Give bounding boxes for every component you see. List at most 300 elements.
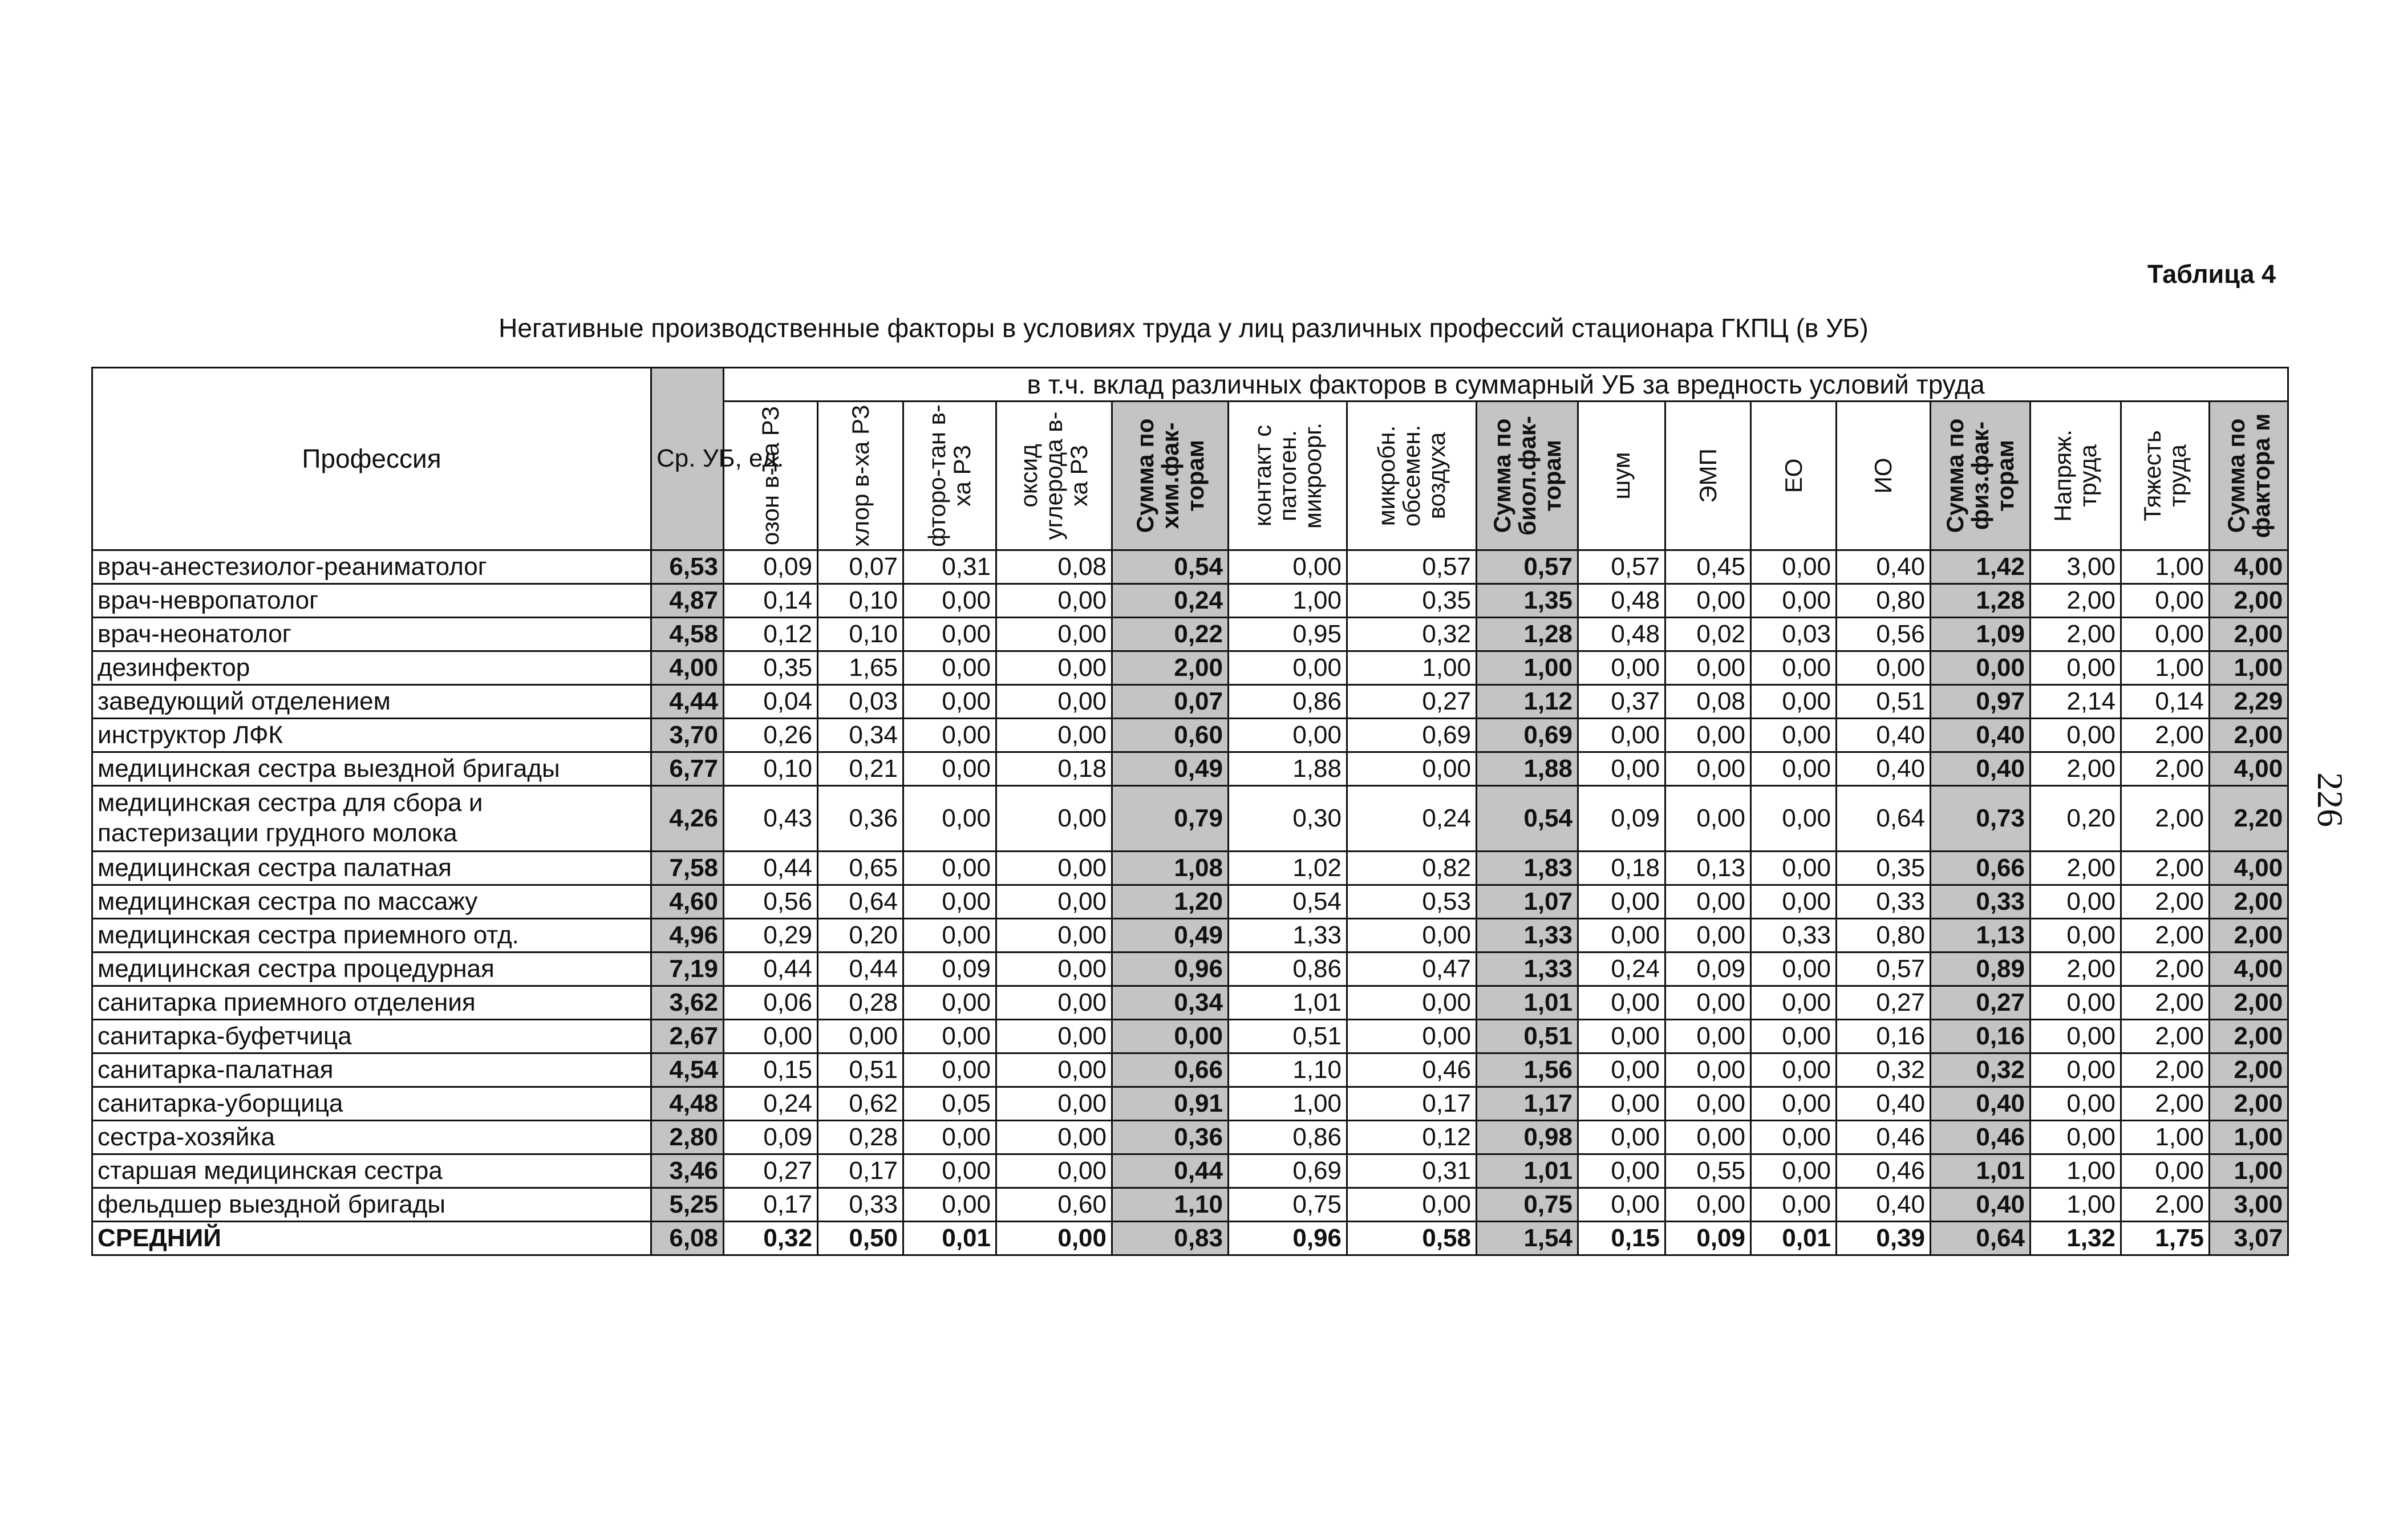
avg-ub-cell: 4,96 [651,919,724,953]
value-cell: 0,40 [1837,1087,1931,1121]
header-air-contamination: микробн. обсемен. воздуха [1347,402,1477,550]
profession-cell: медицинская сестра процедурная [92,953,651,986]
sum-cell: 0,40 [1931,719,2031,752]
value-cell: 0,05 [903,1087,996,1121]
sum-cell: 2,29 [2210,685,2288,719]
value-cell: 0,57 [1347,550,1477,584]
value-cell: 0,00 [1229,550,1347,584]
value-cell: 0,17 [818,1154,903,1188]
value-cell: 0,00 [996,852,1112,885]
value-cell: 0,46 [1837,1121,1931,1154]
avg-ub-cell: 4,00 [651,651,724,685]
value-cell: 0,00 [903,752,996,786]
profession-cell: фельдшер выездной бригады [92,1188,651,1222]
value-cell: 0,10 [724,752,818,786]
value-cell: 1,00 [2031,1188,2121,1222]
sum-cell: 1,42 [1931,550,2031,584]
profession-cell: медицинская сестра палатная [92,852,651,885]
value-cell: 0,00 [996,786,1112,852]
sum-cell: 0,32 [1931,1053,2031,1087]
value-cell: 0,14 [724,584,818,618]
sum-cell: 0,54 [1112,550,1229,584]
sum-cell: 1,88 [1477,752,1578,786]
value-cell: 0,24 [1578,953,1665,986]
header-bio-sum: Сумма по биол.фак-торам [1477,402,1578,550]
avg-ub-cell: 6,53 [651,550,724,584]
sum-cell: 1,13 [1931,919,2031,953]
table-row [92,953,2288,986]
sum-cell: 0,33 [1931,885,2031,919]
sum-cell: 1,28 [1931,584,2031,618]
value-cell: 0,28 [818,986,903,1020]
value-cell: 0,48 [1578,584,1665,618]
value-cell: 0,45 [1665,550,1751,584]
sum-cell: 2,00 [2210,986,2288,1020]
avg-ub-cell: 4,60 [651,885,724,919]
value-cell: 0,00 [1578,1020,1665,1053]
profession-cell: санитарка приемного отделения [92,986,651,1020]
value-cell: 0,00 [1751,651,1837,685]
value-cell: 2,00 [2121,1087,2210,1121]
value-cell: 0,00 [1578,885,1665,919]
value-cell: 0,00 [1578,1188,1665,1222]
table-row [92,1188,2288,1222]
profession-cell: врач-неонатолог [92,618,651,651]
value-cell: 0,00 [1837,651,1931,685]
value-cell: 0,33 [818,1188,903,1222]
sum-cell: 1,01 [1477,986,1578,1020]
value-cell: 0,46 [1837,1154,1931,1188]
value-cell: 0,55 [1665,1154,1751,1188]
value-cell: 0,80 [1837,919,1931,953]
profession-cell: заведующий отделением [92,685,651,719]
value-cell: 0,00 [1578,919,1665,953]
sum-cell: 0,07 [1112,685,1229,719]
sum-cell: 0,91 [1112,1087,1229,1121]
factors-table [91,367,2289,1256]
value-cell: 0,31 [1347,1154,1477,1188]
sum-cell: 1,20 [1112,885,1229,919]
value-cell: 0,12 [724,618,818,651]
value-cell: 0,09 [724,1121,818,1154]
value-cell: 0,00 [1751,786,1837,852]
value-cell: 0,57 [1578,550,1665,584]
header-fluorotane: фторо-тан в-ха РЗ [903,402,996,550]
sum-cell: 1,33 [1477,953,1578,986]
table-row [92,1053,2288,1087]
value-cell: 0,32 [1837,1053,1931,1087]
value-cell: 0,00 [1578,1121,1665,1154]
header-ozone: озон в-ха РЗ [724,402,818,550]
sum-cell: 1,35 [1477,584,1578,618]
sum-cell: 0,34 [1112,986,1229,1020]
value-cell: 1,00 [2121,651,2210,685]
value-cell: 2,00 [2121,986,2210,1020]
sum-cell: 3,00 [2210,1188,2288,1222]
value-cell: 0,00 [996,584,1112,618]
avg-ub-cell: 4,48 [651,1087,724,1121]
table-label: Таблица 4 [2147,260,2276,289]
value-cell: 0,00 [1751,852,1837,885]
value-cell: 0,40 [1837,550,1931,584]
value-cell: 0,10 [818,618,903,651]
table-body [92,550,2288,1255]
value-cell: 0,80 [1837,584,1931,618]
value-cell: 1,00 [1229,1087,1347,1121]
value-cell: 2,00 [2121,919,2210,953]
sum-cell: 0,98 [1477,1121,1578,1154]
avg-ub-cell: 2,80 [651,1121,724,1154]
sum-cell: 0,60 [1112,719,1229,752]
table-row [92,919,2288,953]
value-cell: 0,00 [1578,752,1665,786]
table-row [92,550,2288,584]
value-cell: 0,18 [1578,852,1665,885]
value-cell: 0,09 [1665,1222,1751,1255]
value-cell: 0,56 [724,885,818,919]
value-cell: 0,00 [903,919,996,953]
value-cell: 0,00 [1578,1087,1665,1121]
value-cell: 0,00 [1751,885,1837,919]
sum-cell: 1,56 [1477,1053,1578,1087]
value-cell: 2,00 [2121,953,2210,986]
sum-cell: 0,40 [1931,1087,2031,1121]
sum-cell: 1,28 [1477,618,1578,651]
value-cell: 0,00 [1578,986,1665,1020]
value-cell: 2,00 [2031,953,2121,986]
profession-cell: медицинская сестра выездной бригады [92,752,651,786]
value-cell: 0,26 [724,719,818,752]
value-cell: 0,28 [818,1121,903,1154]
sum-cell: 0,75 [1477,1188,1578,1222]
value-cell: 0,00 [903,852,996,885]
sum-cell: 2,00 [1112,651,1229,685]
value-cell: 0,00 [903,786,996,852]
value-cell: 0,00 [996,1020,1112,1053]
value-cell: 0,09 [903,953,996,986]
value-cell: 2,00 [2121,786,2210,852]
value-cell: 0,00 [1751,584,1837,618]
value-cell: 0,00 [1347,1188,1477,1222]
value-cell: 0,32 [1347,618,1477,651]
profession-cell: медицинская сестра приемного отд. [92,919,651,953]
value-cell: 0,82 [1347,852,1477,885]
header-phys-sum: Сумма по физ.фак-торам [1931,402,2031,550]
value-cell: 0,00 [1665,584,1751,618]
avg-ub-cell: 7,19 [651,953,724,986]
value-cell: 0,62 [818,1087,903,1121]
header-noise: шум [1578,402,1665,550]
avg-ub-cell: 3,46 [651,1154,724,1188]
value-cell: 0,64 [818,885,903,919]
value-cell: 1,65 [818,651,903,685]
value-cell: 0,20 [818,919,903,953]
value-cell: 0,58 [1347,1222,1477,1255]
value-cell: 0,04 [724,685,818,719]
value-cell: 0,57 [1837,953,1931,986]
value-cell: 0,51 [1837,685,1931,719]
sum-cell: 0,40 [1931,752,2031,786]
value-cell: 2,00 [2031,618,2121,651]
value-cell: 0,00 [996,1053,1112,1087]
profession-cell: медицинская сестра по массажу [92,885,651,919]
value-cell: 0,00 [903,618,996,651]
value-cell: 0,00 [1665,986,1751,1020]
value-cell: 0,69 [1347,719,1477,752]
value-cell: 0,54 [1229,885,1347,919]
sum-cell: 0,00 [1931,651,2031,685]
sum-cell: 2,00 [2210,1053,2288,1087]
table-row [92,786,2288,852]
value-cell: 0,08 [996,550,1112,584]
profession-cell: старшая медицинская сестра [92,1154,651,1188]
header-pathogen-contact: контакт с патоген. микроорг. [1229,402,1347,550]
value-cell: 0,00 [2031,1053,2121,1087]
sum-cell: 2,20 [2210,786,2288,852]
value-cell: 0,00 [996,685,1112,719]
avg-ub-cell: 4,58 [651,618,724,651]
sum-cell: 0,40 [1931,1188,2031,1222]
value-cell: 0,00 [818,1020,903,1053]
value-cell: 2,00 [2121,1053,2210,1087]
value-cell: 0,50 [818,1222,903,1255]
sum-cell: 1,00 [2210,1121,2288,1154]
value-cell: 0,00 [996,1121,1112,1154]
value-cell: 0,00 [1665,786,1751,852]
value-cell: 0,24 [724,1087,818,1121]
value-cell: 0,47 [1347,953,1477,986]
sum-cell: 2,00 [2210,919,2288,953]
value-cell: 0,00 [996,1087,1112,1121]
table-row [92,1154,2288,1188]
avg-ub-cell: 4,87 [651,584,724,618]
value-cell: 0,00 [996,953,1112,986]
value-cell: 0,03 [818,685,903,719]
sum-cell: 0,44 [1112,1154,1229,1188]
sum-cell: 2,00 [2210,719,2288,752]
value-cell: 0,00 [1665,1053,1751,1087]
value-cell: 2,00 [2121,719,2210,752]
value-cell: 1,88 [1229,752,1347,786]
table-row [92,618,2288,651]
value-cell: 0,00 [724,1020,818,1053]
sum-cell: 1,00 [2210,1154,2288,1188]
sum-cell: 0,89 [1931,953,2031,986]
header-profession: Профессия [92,368,651,550]
sum-cell: 1,01 [1477,1154,1578,1188]
value-cell: 0,00 [996,719,1112,752]
value-cell: 0,00 [903,719,996,752]
table-row [92,986,2288,1020]
value-cell: 2,00 [2121,1020,2210,1053]
value-cell: 0,00 [1578,1053,1665,1087]
value-cell: 0,00 [1751,1154,1837,1188]
value-cell: 0,32 [724,1222,818,1255]
value-cell: 0,00 [1751,685,1837,719]
value-cell: 1,00 [2121,1121,2210,1154]
header-total-sum: Сумма по фактора м [2210,402,2288,550]
value-cell: 0,86 [1229,953,1347,986]
value-cell: 0,00 [1578,1154,1665,1188]
value-cell: 0,21 [818,752,903,786]
value-cell: 0,46 [1347,1053,1477,1087]
value-cell: 0,64 [1837,786,1931,852]
sum-cell: 1,83 [1477,852,1578,885]
sum-cell: 2,00 [2210,584,2288,618]
value-cell: 0,44 [724,852,818,885]
value-cell: 0,00 [1665,1020,1751,1053]
value-cell: 0,00 [1665,1188,1751,1222]
sum-cell: 0,46 [1931,1121,2031,1154]
value-cell: 0,00 [996,1154,1112,1188]
value-cell: 0,27 [1347,685,1477,719]
header-natural-light: ЕО [1751,402,1837,550]
value-cell: 0,00 [1665,719,1751,752]
value-cell: 0,00 [903,1121,996,1154]
value-cell: 2,14 [2031,685,2121,719]
value-cell: 0,17 [1347,1087,1477,1121]
value-cell: 0,95 [1229,618,1347,651]
value-cell: 0,51 [818,1053,903,1087]
value-cell: 0,00 [1347,919,1477,953]
value-cell: 0,00 [2031,1087,2121,1121]
sum-cell: 0,66 [1931,852,2031,885]
value-cell: 0,44 [724,953,818,986]
value-cell: 0,00 [1665,752,1751,786]
value-cell: 0,00 [2031,919,2121,953]
value-cell: 0,00 [1578,719,1665,752]
value-cell: 0,24 [1347,786,1477,852]
value-cell: 0,00 [1665,1121,1751,1154]
value-cell: 0,00 [1751,1020,1837,1053]
sum-cell: 0,54 [1477,786,1578,852]
header-avg-ub: Ср. УБ, ед. [651,368,724,550]
value-cell: 0,40 [1837,752,1931,786]
table-row [92,584,2288,618]
value-cell: 0,69 [1229,1154,1347,1188]
value-cell: 0,00 [996,986,1112,1020]
header-carbon-monoxide: оксид углерода в-ха РЗ [996,402,1112,550]
avg-ub-cell: 4,54 [651,1053,724,1087]
table-row [92,852,2288,885]
value-cell: 0,00 [903,685,996,719]
sum-cell: 0,64 [1931,1222,2031,1255]
value-cell: 0,14 [2121,685,2210,719]
value-cell: 0,30 [1229,786,1347,852]
value-cell: 0,00 [1751,1053,1837,1087]
sum-cell: 1,01 [1931,1154,2031,1188]
header-emf: ЭМП [1665,402,1751,550]
average-row [92,1222,2288,1255]
table-row [92,719,2288,752]
value-cell: 0,00 [1229,651,1347,685]
value-cell: 0,35 [1347,584,1477,618]
value-cell: 0,53 [1347,885,1477,919]
sum-cell: 0,49 [1112,752,1229,786]
sum-cell: 1,07 [1477,885,1578,919]
profession-cell: санитарка-палатная [92,1053,651,1087]
value-cell: 0,96 [1229,1222,1347,1255]
sum-cell: 2,00 [2210,885,2288,919]
value-cell: 0,06 [724,986,818,1020]
header-chem-sum: Сумма по хим.фак-торам [1112,402,1229,550]
profession-cell: СРЕДНИЙ [92,1222,651,1255]
table-row [92,1087,2288,1121]
value-cell: 0,00 [1665,1087,1751,1121]
value-cell: 0,33 [1751,919,1837,953]
value-cell: 0,01 [1751,1222,1837,1255]
value-cell: 0,00 [1347,752,1477,786]
value-cell: 0,00 [1347,986,1477,1020]
avg-ub-cell: 3,62 [651,986,724,1020]
profession-cell: врач-невропатолог [92,584,651,618]
value-cell: 0,00 [903,885,996,919]
avg-ub-cell: 4,44 [651,685,724,719]
profession-cell: санитарка-буфетчица [92,1020,651,1053]
value-cell: 0,43 [724,786,818,852]
value-cell: 0,00 [903,1154,996,1188]
value-cell: 0,00 [1751,719,1837,752]
sum-cell: 1,00 [1477,651,1578,685]
value-cell: 0,00 [903,651,996,685]
profession-cell: санитарка-уборщица [92,1087,651,1121]
value-cell: 0,07 [818,550,903,584]
value-cell: 0,86 [1229,1121,1347,1154]
value-cell: 1,75 [2121,1222,2210,1255]
value-cell: 0,16 [1837,1020,1931,1053]
sum-cell: 0,79 [1112,786,1229,852]
sum-cell: 1,54 [1477,1222,1578,1255]
sum-cell: 4,00 [2210,852,2288,885]
sum-cell: 0,97 [1931,685,2031,719]
value-cell: 1,01 [1229,986,1347,1020]
value-cell: 0,03 [1751,618,1837,651]
sum-cell: 1,10 [1112,1188,1229,1222]
sum-cell: 2,00 [2210,1087,2288,1121]
value-cell: 0,00 [903,1020,996,1053]
value-cell: 0,00 [1751,953,1837,986]
table-row [92,885,2288,919]
value-cell: 1,00 [2031,1154,2121,1188]
value-cell: 2,00 [2121,752,2210,786]
sum-cell: 1,12 [1477,685,1578,719]
value-cell: 2,00 [2031,752,2121,786]
value-cell: 1,00 [2121,550,2210,584]
sum-cell: 0,73 [1931,786,2031,852]
sum-cell: 0,57 [1477,550,1578,584]
header-chlorine: хлор в-ха РЗ [818,402,903,550]
profession-cell: сестра-хозяйка [92,1121,651,1154]
value-cell: 0,35 [1837,852,1931,885]
value-cell: 1,10 [1229,1053,1347,1087]
profession-cell: врач-анестезиолог-реаниматолог [92,550,651,584]
value-cell: 0,39 [1837,1222,1931,1255]
table-caption: Негативные производственные факторы в условиях труда у лиц различных профессий стационара ГКПЦ (в УБ) [499,313,1869,343]
header-factor-group: в т.ч. вклад различных факторов в суммарный УБ за вредность условий труда [724,368,2288,402]
value-cell: 0,00 [903,584,996,618]
sum-cell: 0,66 [1112,1053,1229,1087]
sum-cell: 4,00 [2210,953,2288,986]
value-cell: 0,00 [1751,1188,1837,1222]
value-cell: 0,18 [996,752,1112,786]
value-cell: 0,36 [818,786,903,852]
sum-cell: 2,00 [2210,1020,2288,1053]
value-cell: 0,34 [818,719,903,752]
table-row [92,752,2288,786]
value-cell: 1,00 [1347,651,1477,685]
value-cell: 0,00 [2121,584,2210,618]
header-artificial-light: ИО [1837,402,1931,550]
